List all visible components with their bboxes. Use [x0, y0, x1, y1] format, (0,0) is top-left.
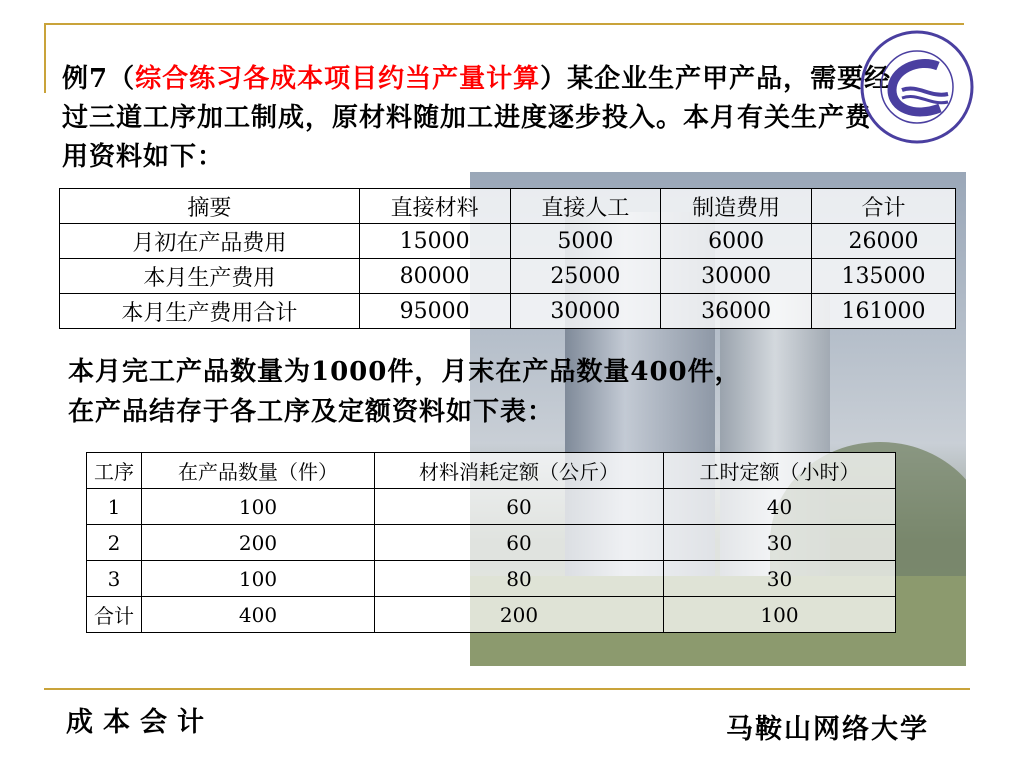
table-row: [87, 489, 896, 525]
table-cell: 100: [664, 597, 896, 633]
table-cell: 200: [142, 525, 375, 561]
table-row: [60, 224, 956, 259]
table-row: [60, 259, 956, 294]
table-header-row: [87, 453, 896, 489]
university-name: 马鞍山网络大学: [726, 714, 929, 745]
table-cell: 80000: [359, 259, 510, 294]
table-cell: 本月生产费用合计: [60, 294, 360, 329]
table-row: [87, 561, 896, 597]
quantity-line-1: 本月完工产品数量为1000件，月末在产品数量400件，: [68, 357, 742, 387]
footer-divider: [44, 688, 970, 690]
table-cell: 36000: [661, 294, 812, 329]
header-cell: 材料消耗定额（公斤）: [375, 453, 664, 489]
production-quantity-text: [68, 352, 898, 432]
table-cell: 95000: [359, 294, 510, 329]
table-cell: 200: [375, 597, 664, 633]
table-cell: 30: [664, 525, 896, 561]
table-cell: 30000: [661, 259, 812, 294]
table-cell: 30000: [510, 294, 661, 329]
production-cost-table: [59, 188, 956, 329]
table-cell: 60: [375, 489, 664, 525]
table-cell: 1: [87, 489, 142, 525]
left-frame-line: [44, 23, 46, 93]
top-frame-line: [44, 23, 964, 25]
table-cell: 25000: [510, 259, 661, 294]
table-cell: 400: [142, 597, 375, 633]
course-title: 成本会计: [66, 707, 214, 738]
header-cell: 直接人工: [510, 189, 661, 224]
table-cell: 100: [142, 561, 375, 597]
process-quota-table: [86, 452, 896, 633]
header-cell: 工序: [87, 453, 142, 489]
table-cell: 6000: [661, 224, 812, 259]
table-cell: 5000: [510, 224, 661, 259]
header-cell: 在产品数量（件）: [142, 453, 375, 489]
table-cell: 26000: [812, 224, 956, 259]
table-cell: 3: [87, 561, 142, 597]
table-header-row: [60, 189, 956, 224]
table-cell: 本月生产费用: [60, 259, 360, 294]
header-cell: 工时定额（小时）: [664, 453, 896, 489]
table-cell: 161000: [812, 294, 956, 329]
header-cell: 制造费用: [661, 189, 812, 224]
table-cell: 30: [664, 561, 896, 597]
table-cell: 月初在产品费用: [60, 224, 360, 259]
intro-suffix: ）某企业生产甲产品，需要经过三道工序加工制成，原材料随加工进度逐步投入。本月有关生产费用资料如下：: [62, 64, 892, 172]
table-cell: 80: [375, 561, 664, 597]
quantity-line-2: 在产品结存于各工序及定额资料如下表：: [68, 397, 555, 427]
problem-intro: [62, 60, 892, 177]
table-cell: 40: [664, 489, 896, 525]
table-row: [87, 597, 896, 633]
intro-prefix: 例7（: [62, 64, 136, 94]
table-row: [87, 525, 896, 561]
table-cell: 15000: [359, 224, 510, 259]
table-cell: 100: [142, 489, 375, 525]
table-cell: 合计: [87, 597, 142, 633]
table-cell: 2: [87, 525, 142, 561]
university-seal-icon: [858, 28, 976, 146]
table-cell: 60: [375, 525, 664, 561]
header-cell: 直接材料: [359, 189, 510, 224]
header-cell: 合计: [812, 189, 956, 224]
table-row: [60, 294, 956, 329]
table-cell: 135000: [812, 259, 956, 294]
header-cell: 摘要: [60, 189, 360, 224]
intro-highlight: 综合练习各成本项目约当产量计算: [135, 64, 541, 94]
